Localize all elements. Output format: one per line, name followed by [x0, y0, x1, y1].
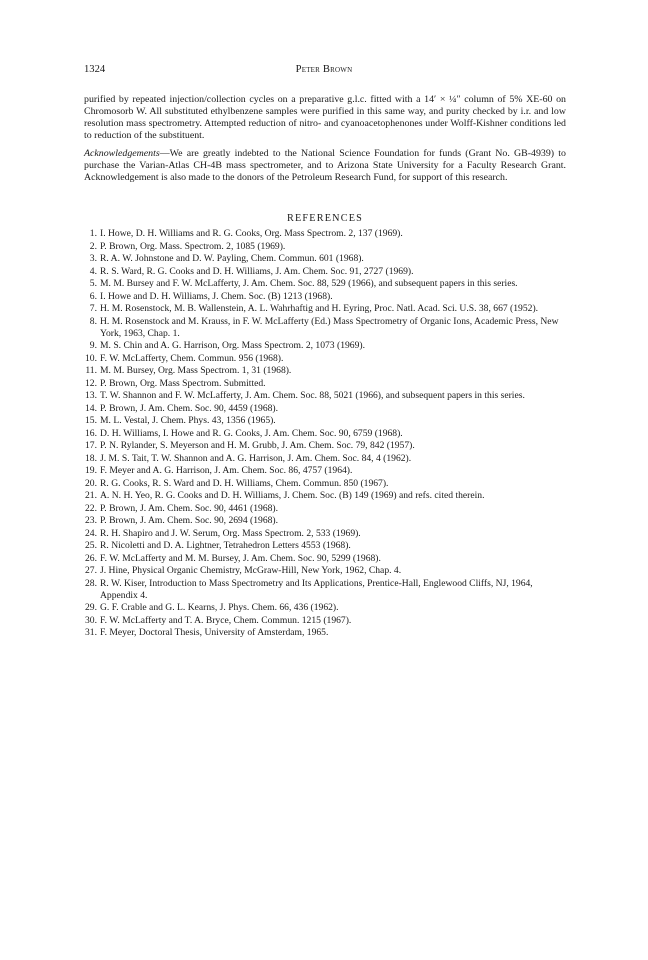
acknowledgements-paragraph [84, 148, 566, 184]
reference-number: 2. [89, 240, 97, 252]
reference-number: 13. [85, 390, 97, 401]
reference-text: F. W. McLafferty and T. A. Bryce, Chem. Commun. 1215 (1967). [100, 614, 352, 626]
reference-text: R. A. W. Johnstone and D. W. Payling, Chem. Commun. 601 (1968). [100, 253, 364, 264]
reference-item [84, 615, 566, 627]
reference-item [84, 365, 566, 377]
page-header [84, 64, 564, 78]
reference-number: 19. [85, 465, 97, 476]
reference-text: R. H. Shapiro and J. W. Serum, Org. Mass Spectrom. 2, 533 (1969). [100, 527, 361, 539]
acknowledgements-label: Acknowledgements [84, 148, 160, 159]
reference-text: J. Hine, Physical Organic Chemistry, McGraw-Hill, New York, 1962, Chap. 4. [100, 565, 402, 576]
reference-text: R. S. Ward, R. G. Cooks and D. H. Williams, J. Am. Chem. Soc. 91, 2727 (1969). [100, 265, 414, 277]
reference-item [84, 390, 566, 402]
reference-number: 27. [85, 565, 97, 576]
reference-text: G. F. Crable and G. L. Kearns, J. Phys. Chem. 66, 436 (1962). [100, 602, 339, 613]
reference-item [84, 303, 566, 315]
reference-item [84, 378, 566, 390]
reference-number: 3. [89, 253, 97, 264]
page-number: 1324 [84, 64, 106, 75]
reference-text: T. W. Shannon and F. W. McLafferty, J. Am. Chem. Soc. 88, 5021 (1966), and subsequent papers in this series. [100, 390, 525, 401]
reference-number: 29. [85, 602, 97, 613]
reference-item [84, 440, 566, 452]
reference-number: 9. [89, 340, 97, 351]
reference-item [84, 503, 566, 515]
reference-item [84, 528, 566, 540]
reference-item [84, 415, 566, 427]
reference-text: P. Brown, J. Am. Chem. Soc. 90, 4461 (1968). [100, 502, 279, 514]
reference-text: J. M. S. Tait, T. W. Shannon and A. G. Harrison, J. Am. Chem. Soc. 84, 4 (1962). [100, 452, 412, 464]
reference-number: 28. [85, 577, 97, 589]
reference-number: 1. [89, 228, 97, 239]
reference-item [84, 465, 566, 477]
reference-item [84, 490, 566, 502]
reference-number: 23. [85, 515, 97, 526]
acknowledgements-text: —We are greatly indebted to the National Science Foundation for funds (Grant No. GB-4939) to purchase the Varian-Atlas CH-4B mass spectrometer, and to Arizona State University for a Faculty Research Grant. Acknowledgement is also made to the donors of the Petroleum Research Fund, for support of this research. [84, 148, 566, 184]
reference-text: P. N. Rylander, S. Meyerson and H. M. Grubb, J. Am. Chem. Soc. 79, 842 (1957). [100, 440, 415, 451]
reference-item [84, 627, 566, 639]
reference-number: 6. [89, 290, 97, 302]
reference-item [84, 228, 566, 240]
reference-item [84, 578, 566, 602]
reference-item [84, 278, 566, 290]
reference-item [84, 316, 566, 340]
reference-text: P. Brown, J. Am. Chem. Soc. 90, 2694 (1968). [100, 515, 279, 526]
reference-text: R. W. Kiser, Introduction to Mass Spectrometry and Its Applications, Prentice-Hall, Englewood Cliffs, NJ, 1964, Appendix 4. [100, 577, 533, 601]
running-head: Peter Brown [295, 64, 353, 75]
reference-text: F. W. McLafferty, Chem. Commun. 956 (1968). [100, 352, 284, 364]
reference-item [84, 253, 566, 265]
reference-item [84, 291, 566, 303]
reference-text: M. L. Vestal, J. Chem. Phys. 43, 1356 (1965). [100, 415, 276, 426]
reference-text: A. N. H. Yeo, R. G. Cooks and D. H. Williams, J. Chem. Soc. (B) 149 (1969) and refs. cited therein. [100, 490, 485, 501]
reference-text: H. M. Rosenstock, M. B. Wallenstein, A. L. Wahrhaftig and H. Eyring, Proc. Natl. Acad. Sci. U.S. 38, 667 (1952). [100, 303, 539, 314]
reference-number: 7. [89, 303, 97, 314]
reference-text: P. Brown, Org. Mass. Spectrom. 2, 1085 (1969). [100, 240, 286, 252]
reference-text: P. Brown, J. Am. Chem. Soc. 90, 4459 (1968). [100, 402, 279, 414]
reference-item [84, 428, 566, 440]
reference-item [84, 340, 566, 352]
reference-number: 22. [85, 502, 97, 514]
reference-item [84, 565, 566, 577]
reference-number: 30. [85, 614, 97, 626]
reference-item [84, 540, 566, 552]
reference-text: R. G. Cooks, R. S. Ward and D. H. Williams, Chem. Commun. 850 (1967). [100, 477, 389, 489]
reference-item [84, 266, 566, 278]
reference-text: F. W. McLafferty and M. M. Bursey, J. Am. Chem. Soc. 90, 5299 (1968). [100, 552, 381, 564]
reference-number: 14. [85, 402, 97, 414]
reference-number: 12. [85, 377, 97, 389]
reference-number: 26. [85, 552, 97, 564]
references-heading: REFERENCES [287, 213, 363, 224]
reference-item [84, 241, 566, 253]
reference-text: F. Meyer, Doctoral Thesis, University of Amsterdam, 1965. [100, 627, 329, 638]
reference-item [84, 403, 566, 415]
reference-number: 18. [85, 452, 97, 464]
reference-number: 21. [85, 490, 97, 501]
reference-text: M. S. Chin and A. G. Harrison, Org. Mass Spectrom. 2, 1073 (1969). [100, 340, 365, 351]
reference-text: R. Nicoletti and D. A. Lightner, Tetrahedron Letters 4553 (1968). [100, 540, 351, 551]
reference-item [84, 553, 566, 565]
reference-text: F. Meyer and A. G. Harrison, J. Am. Chem. Soc. 86, 4757 (1964). [100, 465, 353, 476]
references-list [84, 228, 566, 640]
reference-number: 24. [85, 527, 97, 539]
reference-item [84, 515, 566, 527]
reference-item [84, 602, 566, 614]
reference-number: 10. [85, 352, 97, 364]
reference-number: 25. [85, 540, 97, 551]
reference-number: 4. [89, 265, 97, 277]
reference-text: P. Brown, Org. Mass Spectrom. Submitted. [100, 377, 266, 389]
reference-number: 15. [85, 415, 97, 426]
reference-number: 20. [85, 477, 97, 489]
reference-number: 5. [89, 278, 97, 289]
reference-item [84, 353, 566, 365]
reference-number: 17. [85, 440, 97, 451]
body-paragraph-methods: purified by repeated injection/collection cycles on a preparative g.l.c. fitted with a 14′ × ¼″ column of 5% XE-60 on Chromosorb W. All substituted ethylbenzene samples were purified in this same way, and purity checked by i.r. and low resolution mass spectrometry. Attempted reduction of nitro- and cyanoacetophenones under Wolff-Kishner conditions led to reduction of the substituent. [84, 94, 566, 142]
reference-item [84, 453, 566, 465]
reference-number: 31. [85, 627, 97, 638]
reference-text: M. M. Bursey and F. W. McLafferty, J. Am. Chem. Soc. 88, 529 (1966), and subsequent papers in this series. [100, 278, 518, 289]
reference-text: D. H. Williams, I. Howe and R. G. Cooks, J. Am. Chem. Soc. 90, 6759 (1968). [100, 427, 403, 439]
reference-number: 8. [89, 315, 97, 327]
reference-item [84, 478, 566, 490]
reference-number: 16. [85, 427, 97, 439]
reference-number: 11. [85, 365, 97, 376]
reference-text: M. M. Bursey, Org. Mass Spectrom. 1, 31 (1968). [100, 365, 292, 376]
reference-text: H. M. Rosenstock and M. Krauss, in F. W. McLafferty (Ed.) Mass Spectrometry of Organic Ions, Academic Press, New York, 1963, Chap. 1. [100, 315, 559, 339]
reference-text: I. Howe and D. H. Williams, J. Chem. Soc. (B) 1213 (1968). [100, 290, 333, 302]
reference-text: I. Howe, D. H. Williams and R. G. Cooks, Org. Mass Spectrom. 2, 137 (1969). [100, 228, 403, 239]
